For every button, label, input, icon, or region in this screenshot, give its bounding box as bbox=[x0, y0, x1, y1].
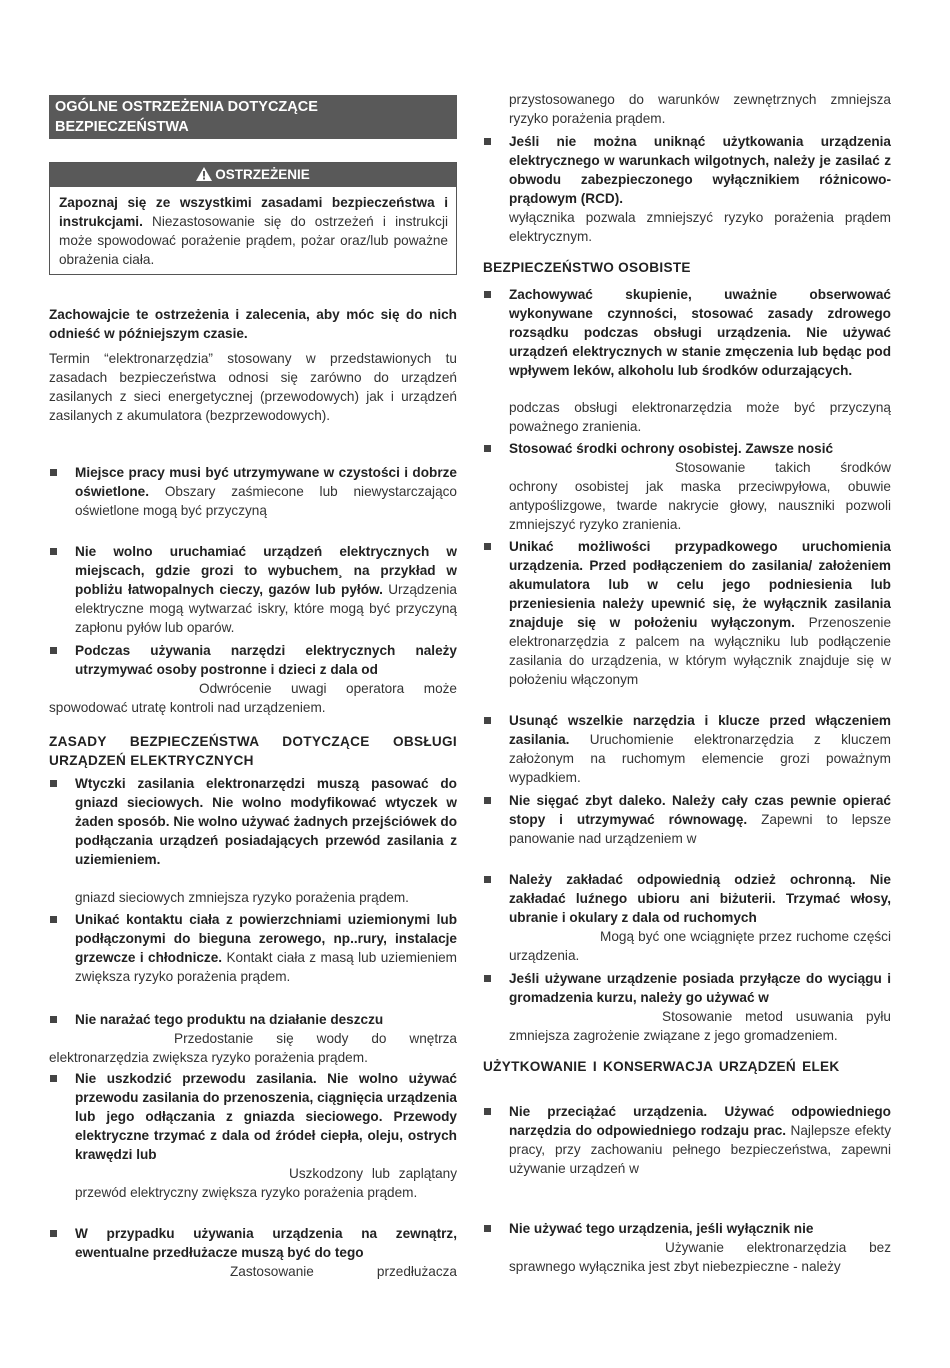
continued-text: przystosowanego do warunków zewnętrznych zmniejsza ryzyko porażenia prądem. bbox=[509, 92, 891, 126]
section-title-line1: OGÓLNE OSTRZEŻENIA DOTYCZĄCE bbox=[55, 99, 318, 115]
section-title-general-warnings bbox=[49, 95, 457, 139]
list-item-cord-cont: Uszkodzony lub zaplątany przewód elektryczny zwiększa ryzyko porażenia prądem. bbox=[75, 1166, 457, 1200]
list-item-clothing-cont: Mogą być one wciągnięte przez ruchome części urządzenia. bbox=[509, 929, 891, 963]
list-item-overreach: Nie sięgać zbyt daleko. Należy cały czas pewnie opierać stopy i utrzymywać równowagę. Zapewni to lepsze panowanie nad urządzeniem w bbox=[509, 793, 892, 846]
list-item-no-overload: Nie przeciążać urządzenia. Używać odpowiedniego narzędzia do odpowiedniego rodzaju prac. Najlepsze efekty pracy, przy zachowaniu pełnego bezpieczeństwa, zapewni używanie urządzeń w bbox=[509, 1104, 891, 1176]
bullet-icon bbox=[484, 876, 491, 883]
bullet-icon bbox=[484, 543, 491, 550]
bullet-icon bbox=[50, 1230, 57, 1237]
section-title-electrical: ZASADY BEZPIECZEŃSTWA DOTYCZĄCE OBSŁUGI URZĄDZEŃ ELEKTRYCZNYCH bbox=[49, 734, 457, 768]
list-item-ppe-cont: Stosowanie takich środków ochrony osobistej jak maska przeciwpyłowa, obuwie antypoślizgowe, twarde nakrycie głowy, nauszniki pozwoli zmniejszyć ryzyko zranienia. bbox=[509, 460, 891, 532]
list-item-work-area: Miejsce pracy musi być utrzymywane w czystości i dobrze oświetlone. Obszary zaśmiecone lub niewystarczająco oświetlone mogą być przyczyną bbox=[75, 465, 457, 518]
bullet-icon bbox=[484, 138, 491, 145]
list-item-outdoor-cont: Zastosowanie przedłużacza bbox=[230, 1264, 457, 1279]
list-item-plugs: Wtyczki zasilania elektronarzędzi muszą pasować do gniazd sieciowych. Nie wolno modyfikować wtyczek w żaden sposób. Nie wolno używać żadnych przejściówek do podłączania urządzeń posiadających przewód zasilania z uziemieniem. bbox=[75, 776, 457, 867]
list-item-bystanders: Podczas używania narzędzi elektrycznych należy utrzymywać osoby postronne i dzieci z dala od bbox=[75, 643, 457, 677]
bullet-icon bbox=[50, 780, 57, 787]
warning-bold-text: Zapoznaj się ze wszystkimi zasadami bezpieczeństwa i instrukcjami. bbox=[59, 195, 448, 229]
list-item-bystanders-cont: Odwrócenie uwagi operatora może spowodować utratę kontroli nad urządzeniem. bbox=[49, 681, 457, 715]
bullet-icon bbox=[50, 548, 57, 555]
list-item-ppe: Stosować środki ochrony osobistej. Zawsze nosić bbox=[509, 441, 834, 456]
bullet-icon bbox=[484, 291, 491, 298]
bullet-icon bbox=[50, 916, 57, 923]
list-item-explosive: Nie wolno uruchamiać urządzeń elektrycznych w miejscach, gdzie grozi to wybuchem¸ na przykład w pobliżu łatwopalnych cieczy, gazów lub pyłów. Urządzenia elektryczne mogą wytwarzać iskry, które mogą być przyczyną zapłonu pyłów lub oparów. bbox=[75, 544, 457, 635]
list-item-grounded: Unikać kontaktu ciała z powierzchniami uziemionymi lub podłączonymi do bieguna zerowego, np..rury, instalacje grzewcze i chłodnicze. Kontakt ciała z masą lub uziemieniem zwiększa ryzyko porażenia prądem. bbox=[75, 912, 457, 984]
bullet-icon bbox=[484, 717, 491, 724]
list-item-rcd-cont: wyłącznika pozwala zmniejszyć ryzyko porażenia prądem elektrycznym. bbox=[509, 210, 891, 244]
bullet-icon bbox=[484, 445, 491, 452]
list-item-rain-cont: Przedostanie się wody do wnętrza elektronarzędzia zwiększa ryzyko porażenia prądem. bbox=[49, 1031, 457, 1065]
list-item-outdoor: W przypadku używania urządzenia na zewnątrz, ewentualne przedłużacze muszą być do tego bbox=[75, 1226, 457, 1260]
warning-header bbox=[50, 163, 456, 187]
list-item-focus: Zachowywać skupienie, uważnie obserwować wykonywane czynności, stosować zasady zdrowego rozsądku podczas obsługi urządzenia. Nie używać urządzeń elektrycznych w stanie zmęczenia lub będąc pod wpływem leków, alkoholu lub środków odurzających. bbox=[509, 287, 891, 378]
warning-triangle-icon bbox=[196, 167, 212, 181]
section-title-use-and-care: UŻYTKOWANIE I KONSERWACJA URZĄDZEŃ ELEK bbox=[483, 1059, 840, 1074]
list-item-clothing: Należy zakładać odpowiednią odzież ochronną. Nie zakładać luźnego ubioru ani biżuterii. Trzymać włosy, ubranie i okulary z dala od ruchomych bbox=[509, 872, 891, 925]
keep-instructions-text: Zachowajcie te ostrzeżenia i zalecenia, aby móc się do nich odnieść w późniejszym czasie. bbox=[49, 307, 457, 341]
list-item-switch: Nie używać tego urządzenia, jeśli wyłącznik nie bbox=[509, 1221, 814, 1236]
list-item-switch-cont: Używanie elektronarzędzia bez sprawnego wyłącznika jest zbyt niebezpieczne - należy bbox=[509, 1240, 891, 1274]
list-item-remove-keys: Usunąć wszelkie narzędzia i klucze przed włączeniem zasilania. Uruchomienie elektronarzędzia z kluczem założonym na ruchomym elemencie grozi poważnym wypadkiem. bbox=[509, 713, 891, 785]
bullet-icon bbox=[50, 1016, 57, 1023]
bullet-icon bbox=[484, 1225, 491, 1232]
warning-label: OSTRZEŻENIE bbox=[215, 167, 310, 182]
list-item-focus-cont: podczas obsługi elektronarzędzia może być przyczyną poważnego zranienia. bbox=[509, 400, 891, 434]
list-item-plugs-cont: gniazd sieciowych zmniejsza ryzyko porażenia prądem. bbox=[75, 890, 409, 905]
warning-text bbox=[59, 193, 448, 269]
bullet-icon bbox=[50, 1075, 57, 1082]
bullet-icon bbox=[484, 975, 491, 982]
bullet-icon bbox=[50, 647, 57, 654]
list-item-dust: Jeśli używane urządzenie posiada przyłącze do wyciągu i gromadzenia kurzu, należy go używać w bbox=[509, 971, 891, 1005]
section-title-personal-safety: BEZPIECZEŃSTWO OSOBISTE bbox=[483, 260, 691, 275]
bullet-icon bbox=[484, 1108, 491, 1115]
list-item-cord: Nie uszkodzić przewodu zasilania. Nie wolno używać przewodu zasilania do przenoszenia, ciągnięcia urządzenia lub jego odłączania z gniazda sieciowego. Przewody elektryczne trzymać z dala od źródeł ciepła, oleju, ostrych krawędzi lub bbox=[75, 1071, 457, 1162]
list-item-rain: Nie narażać tego produktu na działanie deszczu bbox=[75, 1012, 384, 1027]
list-item-accidental-start: Unikać możliwości przypadkowego uruchomienia urządzenia. Przed podłączeniem do zasilania/ założeniem akumulatora lub w celu jego podniesienia lub przeniesienia należy upewnić się, że wyłącznik zasilania znajduje się w położeniu wyłączonym. Przenoszenie elektronarzędzia z palcem na wyłączniku lub podłączenie zasilania do urządzenia, w którym wyłącznik znajduje się w położeniu włączonym bbox=[509, 539, 891, 687]
warning-box bbox=[49, 162, 457, 275]
term-definition-text: Termin “elektronarzędzia” stosowany w przedstawionych tu zasadach bezpieczeństwa odnosi się zarówno do urządzeń zasilanych z sieci energetycznej (przewodowych) jak i urządzeń zasilanych z akumulatora (bezprzewodowych). bbox=[49, 351, 457, 423]
warning-body-text: Niezastosowanie się do ostrzeżeń i instrukcji może spowodować porażenie prądem, pożar oraz/lub poważne obrażenia ciała. bbox=[59, 214, 448, 267]
section-title-line2: BEZPIECZEŃSTWA bbox=[55, 119, 189, 135]
list-item-rcd: Jeśli nie można uniknąć użytkowania urządzenia elektrycznego w warunkach wilgotnych, należy je zasilać z obwodu zabezpieczonego wyłącznikiem różnicowo-prądowym (RCD). bbox=[509, 134, 891, 206]
list-item-dust-cont: Stosowanie metod usuwania pyłu zmniejsza zagrożenie związane z jego gromadzeniem. bbox=[509, 1009, 891, 1043]
bullet-icon bbox=[484, 797, 491, 804]
bullet-icon bbox=[50, 469, 57, 476]
